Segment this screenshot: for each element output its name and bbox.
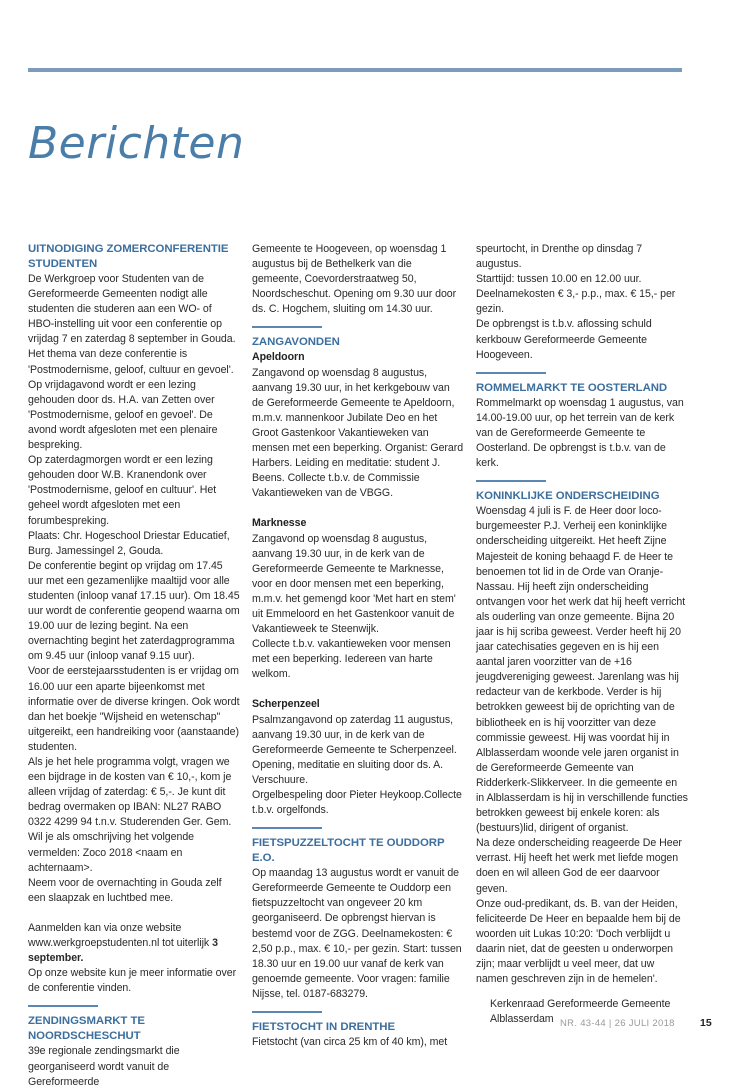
column-3 (476, 242, 688, 1027)
aanmelden-paragraph (28, 921, 240, 966)
onderscheiding-paragraph: Onze oud-predikant, ds. B. van der Heiden, feliciteerde De Heer en bepaalde hem bij de woorden uit Lukas 10:20: 'Doch verblijdt u daarin niet, dat de geesten u onderworpen zijn; maar verblijdt u veel meer, dat uw namen geschreven zijn in de hemelen'. (476, 897, 681, 986)
zomerconferentie-paragraph: De Werkgroep voor Studenten van de Gereformeerde Gemeenten nodigt alle studenten die studeren aan een WO- of HBO-instelling uit voor een conferentie op vrijdag 7 en zaterdag 8 september in Gouda. Het thema van deze conferentie is 'Postmodernisme, geloof, cultuur en gevoel'. (28, 273, 236, 376)
deadline-date: 3 september. (28, 937, 218, 965)
signature: Kerkenraad Gereformeerde Gemeente Alblasserdam (490, 998, 671, 1026)
marknesse-paragraph: Zangavond op woensdag 8 augustus, aanvang 19.30 uur, in de kerk van de Gereformeerde Gemeente te Marknesse, voor en door mensen met een beperking, m.m.v. het gemengd koor 'Met hart en stem' uit Emmeloord en het Gastenkoor vanuit de Vakantieweek te Steenwijk. (252, 532, 456, 636)
onderscheiding-paragraph: Woensdag 4 juli is F. de Heer door loco-burgemeester P.J. Verheij een koninklijke onderscheiding uitgereikt. Het heeft Zijne Majesteit de koning behaagd F. de Heer te benoemen tot lid in de Orde van Oranje-Nassau. Hij heeft zijn onderscheiding ontvangen voor het werk dat hij heeft verricht als ouderling van onze gemeente. Bijna 20 jaar is hij scriba geweest. Verder heeft hij 20 jaar catechisaties gegeven en is hij een aantal jaren voorzitter van de +16 jeugdvereniging geweest. Jarenlang was hij redacteur van de kerkbode. Verder is hij betrokken geweest bij de oprichting van de bibliotheek en is hij voorzitter van deze commissie geweest. Hij was voordat hij in Alblasserdam woonde vele jaren organist in de Gereformeerde Gemeente van Ridderkerk-Slikkerveer. In die gemeente en in Alblasserdam is hij in verschillende functies betrokken geweest bij enkele koren: als (bestuurs)lid, dirigent of organist. (476, 505, 688, 835)
koninklijke-onderscheiding-heading: KONINKLIJKE ONDERSCHEIDING (476, 490, 660, 503)
fietstocht-paragraph-continued: speurtocht, in Drenthe op dinsdag 7 augustus. (476, 243, 643, 271)
section-divider (476, 372, 546, 374)
zendingsmarkt-paragraph: 39e regionale zendingsmarkt die georganiseerd wordt vanuit de Gereformeerde (28, 1045, 180, 1088)
spacer (252, 501, 464, 516)
aanmelden-text: Aanmelden kan via onze website www.werkgroepstudenten.nl tot uiterlijk (28, 921, 213, 950)
fietstocht-paragraph: Starttijd: tussen 10.00 en 12.00 uur. Deelnamekosten € 3,- p.p., max. € 15,- per gezin. (476, 273, 676, 316)
zomerconferentie-paragraph: Plaats: Chr. Hogeschool Driestar Educatief, Burg. Jamessingel 2, Gouda. (28, 529, 230, 557)
fietstocht-paragraph: Fietstocht (van circa 25 km of 40 km), met (252, 1036, 448, 1049)
zomerconferentie-paragraph: Als je het hele programma volgt, vragen we een bijdrage in de kosten van € 10,-, kom je alleen vrijdag of zaterdag: € 5,-. Je kunt dit bedrag overmaken op IBAN: NL27 RABO 0322 4299 94 t.n.v. Studerenden Ger. Gem. Wil je als omschrijving het volgende vermelden: Zoco 2018 <naam en achternaam>. (28, 756, 232, 874)
issue-footer: NR. 43-44 | 26 JULI 2018 (560, 1018, 675, 1029)
scherpenzeel-paragraph: Orgelbespeling door Pieter Heykoop.Collecte t.b.v. orgelfonds. (252, 789, 462, 817)
section-divider (252, 827, 322, 829)
zendingsmarkt-paragraph-continued: Gemeente te Hoogeveen, op woensdag 1 augustus bij de Bethelkerk van die gemeente, Coevorderstraatweg 50, Noordscheschut. Opening om 9.30 uur door ds. C. Hogchem, sluiting om 14.30 uur. (252, 243, 457, 316)
apeldoorn-paragraph: Zangavond op woensdag 8 augustus, aanvang 19.30 uur, in het kerkgebouw van de Gereformeerde Gemeente te Apeldoorn, m.m.v. mannenkoor Jubilate Deo en het Groot Gastenkoor Vakantieweken van mensen met een beperking. Organist: Gerard Harbers. Leiding en meditatie: student J. Beens. Collecte t.b.v. de Commissie Vakantieweken van de VBGG. (252, 366, 464, 500)
section-divider (476, 480, 546, 482)
spacer (28, 906, 240, 921)
zomerconferentie-paragraph: Op onze website kun je meer informatie over de conferentie vinden. (28, 967, 237, 995)
scherpenzeel-paragraph: Psalmzangavond op zaterdag 11 augustus, aanvang 19.30 uur, in de kerk van de Gereformeerde Gemeente te Scherpenzeel. Opening, meditatie en sluiting door ds. A. Verschuure. (252, 713, 457, 786)
column-2 (252, 242, 464, 1050)
marknesse-subheading: Marknesse (252, 517, 307, 530)
scherpenzeel-subheading: Scherpenzeel (252, 698, 320, 711)
fietspuzzeltocht-paragraph: Op maandag 13 augustus wordt er vanuit de Gereformeerde Gemeente te Ouddorp een fietspuzzeltocht van ongeveer 20 km georganiseerd. De opbrengst hiervan is bestemd voor de ZGG. Deelnamekosten: € 2,50 p.p., max. € 10,- per gezin. Start: tussen 18.30 uur en 19.00 uur vanaf de kerk van genoemde gemeente. Voor vragen: familie Nijsse, tel. 0187-683279. (252, 867, 462, 1000)
apeldoorn-subheading: Apeldoorn (252, 351, 305, 364)
onderscheiding-paragraph: Na deze onderscheiding reageerde De Heer verrast. Hij heeft het werk met liefde mogen doen en wil alleen God de eer daarvoor geven. (476, 837, 682, 895)
fietstocht-paragraph: De opbrengst is t.b.v. aflossing schuld kerkbouw Gereformeerde Gemeente Hoogeveen. (476, 318, 652, 361)
zomerconferentie-paragraph: Neem voor de overnachting in Gouda zelf een slaapzak en luchtbed mee. (28, 876, 222, 904)
zendingsmarkt-heading: ZENDINGSMARKT TE NOORDSCHESCHUT (28, 1015, 145, 1043)
zomerconferentie-paragraph: De conferentie begint op vrijdag om 17.45 uur met een gezamenlijke maaltijd voor alle studenten (inloop vanaf 17.15 uur). Om 18.45 uur wordt de conferentie geopend waarna om 19.00 uur de lezing begint. Na een overnachting begint het zaterdagprogramma om 9.45 uur (inloop vanaf 9.15 uur). (28, 559, 240, 663)
page-number: 15 (700, 1017, 712, 1029)
marknesse-paragraph: Collecte t.b.v. vakantieweken voor mensen met een beperking. Iedereen van harte welkom. (252, 638, 451, 681)
rommelmarkt-heading: ROMMELMARKT TE OOSTERLAND (476, 381, 668, 394)
spacer (252, 682, 464, 697)
page-title: Berichten (28, 118, 245, 169)
zomerconferentie-paragraph: Op vrijdagavond wordt er een lezing gehouden door ds. H.A. van Zetten over 'Postmodernisme, geloof en gevoel'. De avond wordt afgesloten met een plenaire bespreking. (28, 378, 218, 452)
zomerconferentie-heading: UITNODIGING ZOMERCONFERENTIE STUDENTEN (28, 243, 229, 270)
zomerconferentie-paragraph: Voor de eerstejaarsstudenten is er vrijdag om 16.00 uur een aparte bijeenkomst met informatie over de diverse kringen. Ook wordt dan het boekje "Wijsheid en wetenschap" uitgereikt, een handreiking voor (aanstaande) studenten. (28, 665, 240, 753)
column-1 (28, 242, 240, 1090)
section-divider (28, 1005, 98, 1007)
fietstocht-heading: FIETSTOCHT IN DRENTHE (252, 1021, 396, 1034)
rommelmarkt-paragraph: Rommelmarkt op woensdag 1 augustus, van 14.00-19.00 uur, op het terrein van de kerk van de Gereformeerde Gemeente te Oosterland. De opbrengst is t.b.v. van de kerk. (476, 396, 684, 470)
zomerconferentie-paragraph: Op zaterdagmorgen wordt er een lezing gehouden door W.B. Kranendonk over 'Postmodernisme, geloof en cultuur'. Het geheel wordt afgesloten met een forumbespreking. (28, 454, 217, 527)
section-divider (252, 326, 322, 328)
zangavonden-heading: ZANGAVONDEN (252, 336, 340, 349)
section-divider (252, 1011, 322, 1013)
top-rule (28, 68, 682, 72)
fietspuzzeltocht-heading: FIETSPUZZELTOCHT TE OUDDORP E.O. (252, 837, 445, 865)
